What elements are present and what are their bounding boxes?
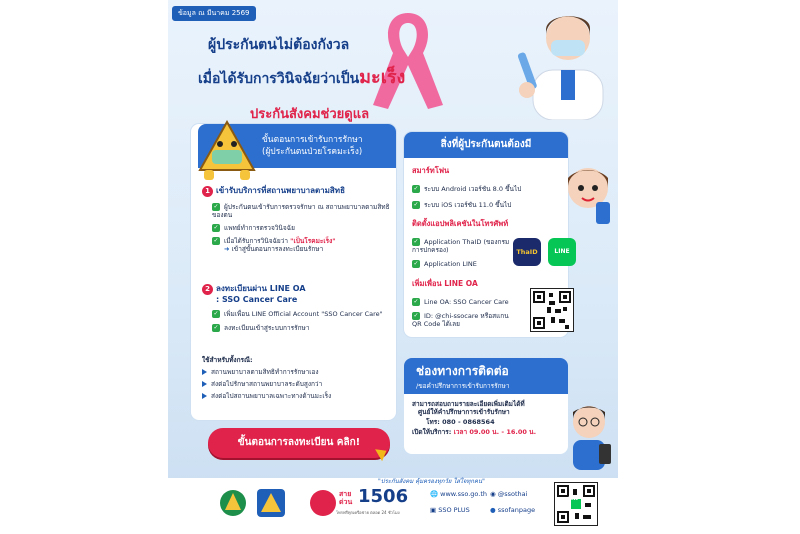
step-1-item-1: ✓ ผู้ประกันตนเข้ารับการตรวจรักษา ณ สถานพยาบาลตามสิทธิของตน: [212, 203, 390, 219]
facebook-page[interactable]: ● ssofanpage: [490, 506, 536, 514]
app-item-thaid: ✓ Application ThaID (ของกรมการปกครอง): [412, 238, 510, 254]
check-icon: ✓: [213, 224, 219, 231]
sso-plus-icon: ▣: [430, 506, 437, 514]
app-item-line: ✓ Application LINE: [413, 260, 477, 268]
check-icon: ✓: [413, 185, 419, 192]
contact-header: [404, 358, 568, 394]
register-steps-button[interactable]: ขั้นตอนการลงทะเบียน คลิก!: [208, 428, 390, 458]
footer-qr-line-label: LINE: [568, 496, 579, 501]
step-2-title-row: [202, 282, 392, 295]
check-icon: ✓: [413, 260, 419, 267]
sso-logo-icon: [256, 488, 286, 518]
check-icon: ✓: [213, 310, 219, 317]
step-2-number: 2: [202, 284, 213, 295]
globe-icon: 🌐: [430, 490, 439, 498]
contact-line-2: ศูนย์ให้คำปรึกษาการเข้ารับรักษา: [418, 408, 510, 416]
line-logo-icon: LINE: [548, 238, 576, 266]
step-2-title: ลงทะเบียนผ่าน LINE OA: [216, 284, 306, 293]
hotline-number[interactable]: 1506: [358, 486, 409, 507]
apps-title: ติดตั้งแอปพลิเคชันในโทรศัพท์: [412, 219, 509, 228]
facebook-icon: ●: [490, 506, 496, 514]
step-1-item-3: ✓ เมื่อได้รับการวินิจฉัยว่า "เป็นโรคมะเร็ง": [213, 237, 336, 245]
use-case-item: ส่งต่อไปสถานพยาบาลเฉพาะทางด้านมะเร็ง: [202, 392, 392, 400]
add-friend-item: ✓ ID: @chi-ssocare หรือสแกน QR Code ได้เลย: [412, 312, 509, 328]
check-icon: ✓: [413, 298, 419, 305]
check-icon: ✓: [413, 201, 419, 208]
step-2-item-1: ✓ เพิ่มเพื่อน LINE Official Account "SSO Cancer Care": [213, 310, 383, 318]
diagnosis-emphasis: "เป็นโรคมะเร็ง": [290, 237, 336, 245]
social-handle-1[interactable]: ◉ @ssothai: [490, 490, 528, 498]
contact-line-1: สามารถสอบถามรายละเอียดเพิ่มเติมได้ที่: [412, 400, 525, 408]
add-friend-title: เพิ่มเพื่อน LINE OA: [412, 279, 478, 288]
contact-subtitle: /ขอคำปรึกษาการเข้ารับการรักษา: [416, 382, 510, 390]
headline-line-2: [198, 62, 405, 91]
doctor-illustration: [513, 0, 618, 120]
footer-qr-code[interactable]: [554, 482, 598, 526]
apps-section: [412, 218, 512, 268]
sso-plus-app[interactable]: ▣ SSO PLUS: [430, 506, 470, 514]
add-friend-item: ✓ Line OA: SSO Cancer Care: [413, 298, 509, 306]
step-1-number: 1: [202, 186, 213, 197]
step-1: [202, 184, 392, 253]
hotline-label: สาย ด่วน: [339, 490, 353, 506]
check-icon: ✓: [213, 324, 219, 331]
smartphone-item: ✓ ระบบ iOS เวอร์ชัน 11.0 ขึ้นไป: [413, 201, 512, 209]
smartphone-section: [412, 165, 562, 209]
check-icon: ✓: [413, 312, 419, 319]
contact-title: ช่องทางการติดต่อ: [416, 364, 509, 378]
line-oa-qr-code[interactable]: [530, 288, 574, 332]
social-icon: ◉: [490, 490, 496, 498]
pink-ribbon-icon: [363, 5, 453, 115]
step-1-title: เข้ารับบริการที่สถานพยาบาลตามสิทธิ: [216, 186, 345, 195]
boy-with-phone-illustration: [563, 400, 618, 472]
website-link[interactable]: 🌐 www.sso.go.th: [430, 490, 488, 498]
government-emblem-icon: [218, 488, 248, 518]
thaid-logo-icon: ThaID: [513, 238, 541, 266]
check-icon: ✓: [213, 237, 219, 244]
contact-phone-number[interactable]: 080 - 0868564: [442, 418, 495, 426]
use-case-item: สถานพยาบาลตามสิทธิทำการรักษาเอง: [202, 368, 392, 376]
mascot-illustration: [198, 120, 256, 184]
use-cases: [202, 356, 392, 400]
check-icon: ✓: [413, 238, 419, 245]
headline-line-1: ผู้ประกันตนไม่ต้องกังวล: [208, 37, 350, 53]
step-2: [202, 282, 392, 332]
contact-hours: เวลา 09.00 น. - 16.00 น.: [453, 428, 537, 436]
footer-slogan: "ประกันสังคม คุ้มครองทุกวัย ใส่ใจทุกคน": [378, 478, 485, 485]
step-1-arrow-item: ➜ เข้าสู่ขั้นตอนการลงทะเบียนรักษา: [224, 245, 324, 253]
check-icon: ✓: [213, 203, 219, 210]
triangle-bullet-icon: [202, 393, 207, 399]
add-friend-section: [412, 278, 512, 328]
requirements-header: สิ่งที่ผู้ประกันตนต้องมี: [404, 132, 568, 158]
contact-panel: [404, 394, 568, 454]
arrow-right-icon: ➜: [224, 245, 230, 253]
step-2-title-line-2: : SSO Cancer Care: [216, 295, 298, 304]
triangle-bullet-icon: [202, 369, 207, 375]
treatment-steps-title: ขั้นตอนการเข้ารับการรักษา: [262, 135, 363, 145]
smartphone-item: ✓ ระบบ Android เวอร์ชัน 8.0 ขึ้นไป: [413, 185, 522, 193]
contact-hours-row: เปิดให้บริการ: เวลา 09.00 น. - 16.00 น.: [412, 428, 537, 436]
girl-with-phone-illustration: [560, 160, 618, 226]
triangle-bullet-icon: [202, 381, 207, 387]
smartphone-title: สมาร์ทโฟน: [412, 166, 450, 175]
headline-line-3: ประกันสังคมช่วยดูแล: [250, 107, 370, 122]
use-cases-title: ใช้สำหรับทั้งกรณี:: [202, 356, 253, 364]
headline-cancer-word: มะเร็ง: [359, 67, 406, 88]
hotline-note: โทรฟรีทุกเครือข่าย ตลอด 24 ชั่วโมง: [336, 510, 400, 515]
treatment-steps-subtitle: (ผู้ประกันตนป่วยโรคมะเร็ง): [262, 147, 363, 157]
date-badge: ข้อมูล ณ มีนาคม 2569: [172, 6, 256, 21]
contact-phone-row: โทร: 080 - 0868564: [426, 418, 495, 426]
use-case-item: ส่งต่อไปรักษาสถานพยาบาลระดับสูงกว่า: [202, 380, 392, 388]
step-1-item-2: ✓ แพทย์ทำการตรวจวินิจฉัย: [213, 224, 295, 232]
headline-line-2-text: เมื่อได้รับการวินิจฉัยว่าเป็น: [198, 71, 360, 87]
step-2-item-2: ✓ ลงทะเบียนเข้าสู่ระบบการรักษา: [213, 324, 310, 332]
step-1-title-row: [202, 184, 392, 197]
poster: [168, 0, 618, 534]
phone-icon: [310, 490, 336, 516]
